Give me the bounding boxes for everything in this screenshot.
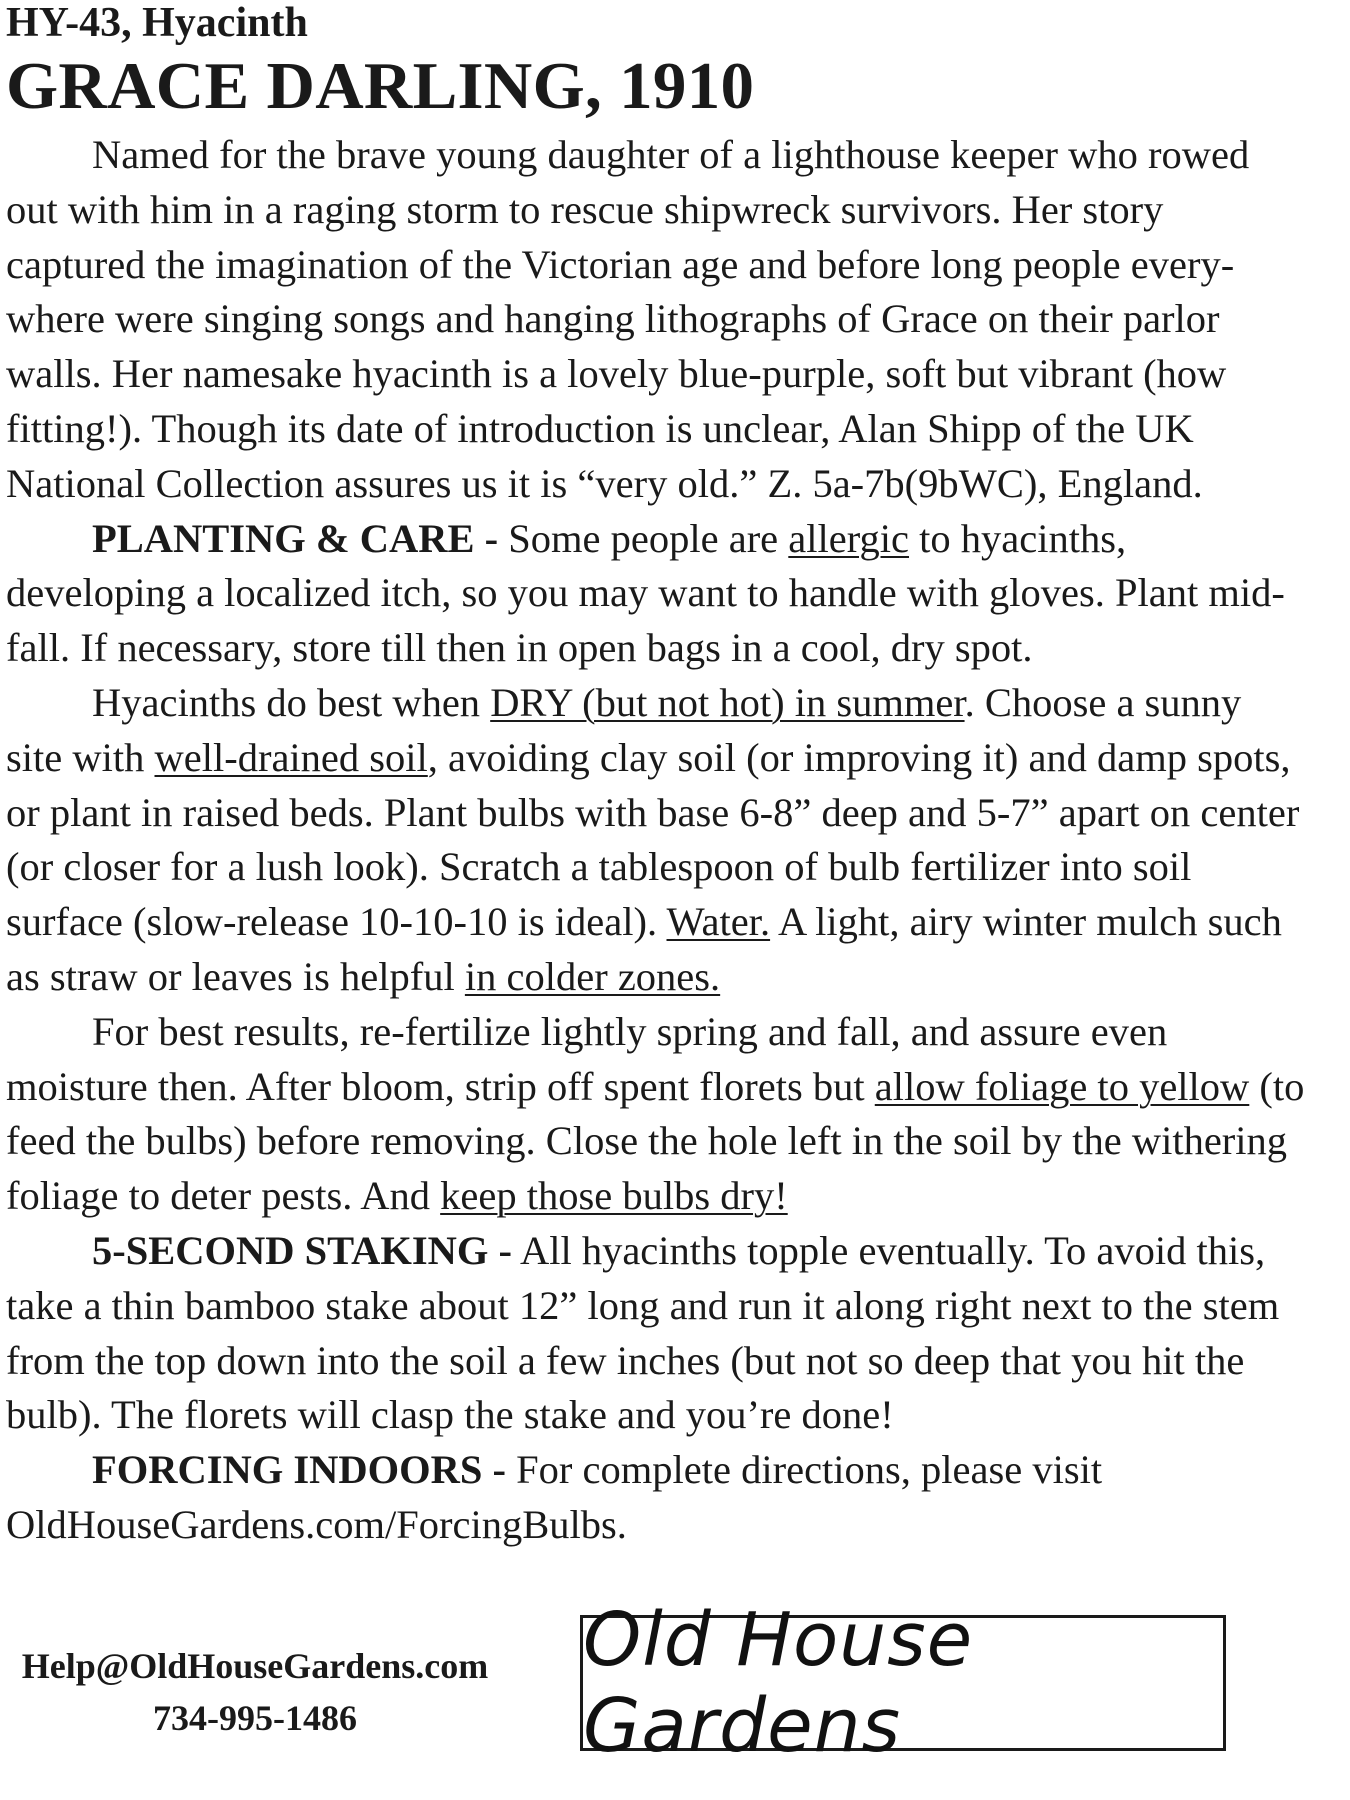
colder-zones-underline: in colder zones. (464, 953, 721, 999)
water-underline: Water. (666, 899, 771, 945)
staking-text: All hyacinths topple eventually. To avoid this, take a thin bamboo stake about 12” long and run it along right next to the stem from the top down into the soil a few inches (but not so deep that you hit the bulb). The florets will clasp the stake and you’re done! (6, 1227, 1280, 1438)
planting-text-2: to hyacinths, developing a localized itch, so you may want to handle with gloves. Plant mid-fall. If necessary, store till then in open bags in a cool, dry spot. (6, 515, 1285, 671)
well-drained-underline: well-drained soil (154, 734, 428, 780)
bulbs-dry-underline: keep those bulbs dry! (440, 1173, 788, 1219)
product-code: HY-43, Hyacinth (6, 0, 308, 46)
logo-box (580, 1597, 1226, 1769)
hyacinths-text-1: Hyacinths do best when (92, 679, 491, 725)
forcing-paragraph (6, 1443, 1306, 1553)
planting-paragraph (6, 512, 1306, 676)
staking-paragraph (6, 1224, 1306, 1443)
document-body (6, 128, 1306, 1553)
phone-number: 734-995-1486 (153, 1698, 357, 1738)
description-paragraph: Named for the brave young daughter of a lighthouse keeper who rowed out with him in a raging storm to rescue shipwreck survivors. Her story captured the imagination of the Victorian age and before long people every-where were singing songs and hanging lithographs of Grace on their parlor walls. Her namesake hyacinth is a lovely blue-purple, soft but vibrant (how fitting!). Though its date of introduction is unclear, Alan Shipp of the UK National Collection assures us it is “very old.” Z. 5a-7b(9bWC), England. (6, 132, 1250, 506)
hyacinths-text-2: . Choose a sunny site with (6, 679, 1242, 780)
staking-heading: 5-SECOND STAKING - (92, 1227, 513, 1273)
planting-heading: PLANTING & CARE - (92, 515, 499, 561)
allergic-underline: allergic (788, 515, 909, 561)
results-paragraph (6, 1005, 1306, 1224)
forcing-heading: FORCING INDOORS - (92, 1447, 507, 1493)
logo: Old House Gardens (583, 1597, 974, 1769)
forcing-text: For complete directions, please visit OldHouseGardens.com/ForcingBulbs. (6, 1447, 1103, 1547)
contact-block (0, 1640, 510, 1744)
document-page (6, 0, 1306, 1553)
planting-text-1: Some people are (498, 515, 789, 561)
results-text-2: (to feed the bulbs) before removing. Close the hole left in the soil by the withering foliage to deter pests. And (6, 1063, 1305, 1219)
page-title: GRACE DARLING, 1910 (6, 49, 755, 123)
hyacinths-text-3: , avoiding clay soil (or improving it) and damp spots, or plant in raised beds. Plant bulbs with base 6-8” deep and 5-7” apart on center (or closer for a lush look). Scratch a tablespoon of bulb fertilizer into soil surface (slow-release 10-10-10 is ideal). (6, 734, 1300, 945)
dry-summer-underline: DRY (but not hot) in summer (490, 679, 965, 725)
hyacinths-text-4: A light, airy winter mulch such as straw or leaves is helpful (6, 899, 1282, 999)
results-text-1: For best results, re-fertilize lightly spring and fall, and assure even moisture then. After bloom, strip off spent florets but (6, 1008, 1168, 1109)
foliage-underline: allow foliage to yellow (874, 1063, 1250, 1109)
hyacinths-paragraph (6, 676, 1306, 1005)
email-address: Help@OldHouseGardens.com (21, 1646, 489, 1686)
